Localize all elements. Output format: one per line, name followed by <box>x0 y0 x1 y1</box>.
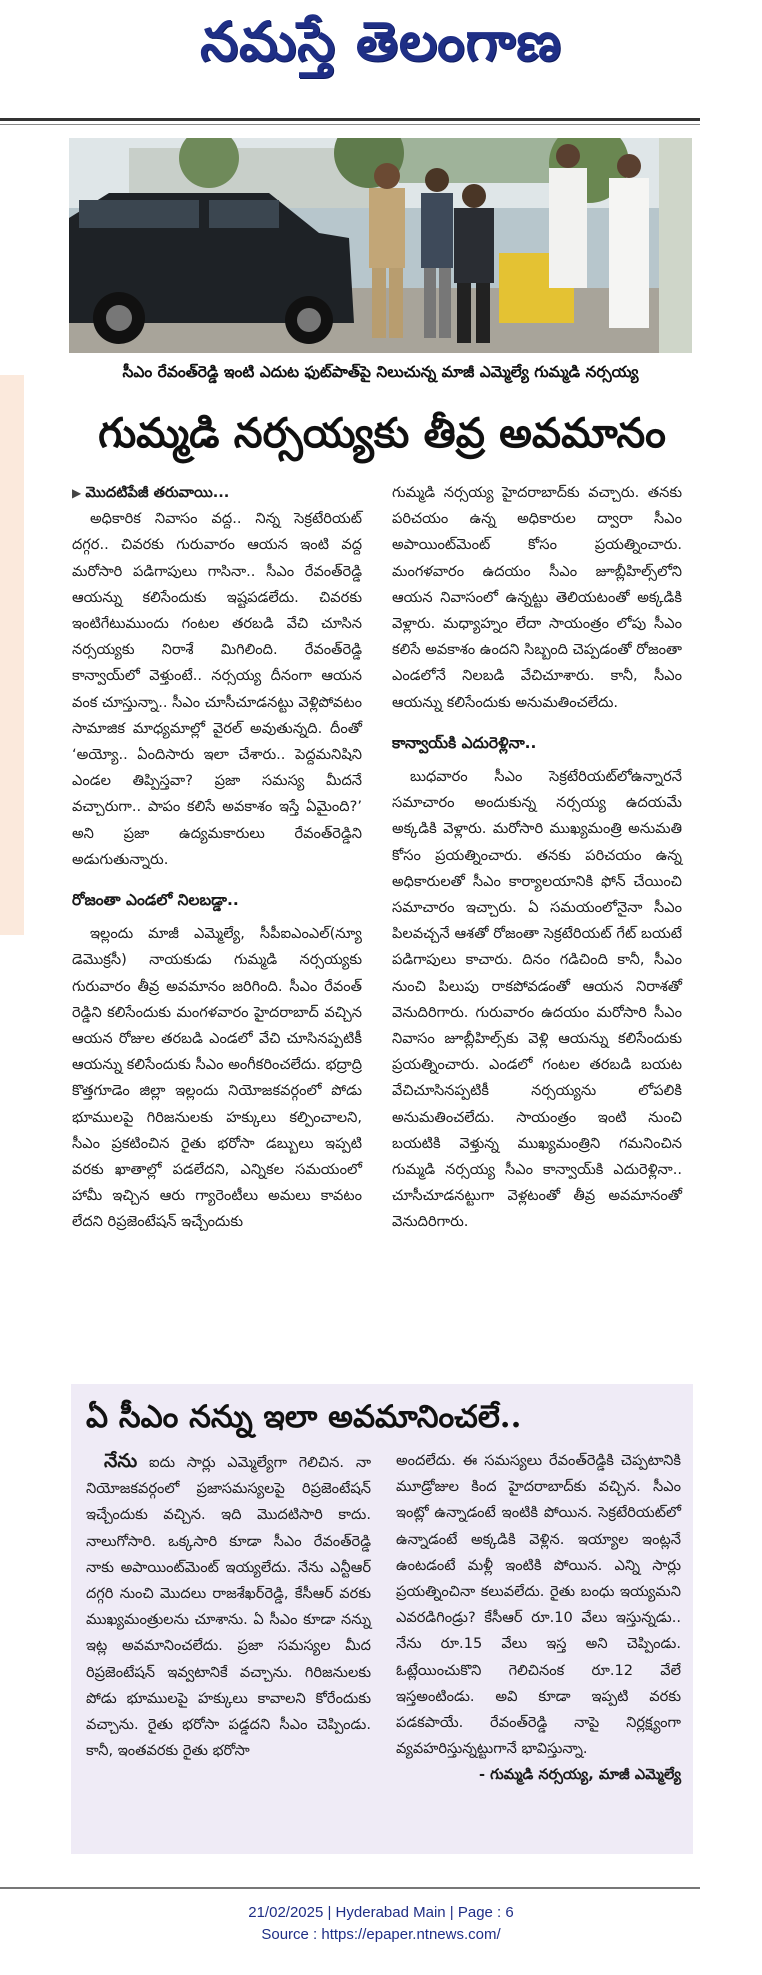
article-paragraph-4: బుధవారం సీఎం సెక్రటేరియట్‌లోఉన్నారనే సమాచారం అందుకున్న నర్సయ్య ఉదయమే అక్కడికి వెళ్లారు. మరోసారి ముఖ్యమంత్రి అనుమతి కోసం ప్రయత్నించారు. తనకు పరిచయం ఉన్న అధికారులతో సీఎం కార్యాలయానికి ఫోన్‌ చేయించి సమాచారం ఇచ్చారు. ఏ సమయంలోనైనా సీఎం పిలవచ్చనే ఆశతో రోజంతా సెక్రటేరియట్‌ గేట్‌ బయటే పడిగాపులు కాచారు. దినం గడిచింది కానీ, సీఎం నుంచి పిలుపు రాకపోవడంతో ఆయన నిరాశతో వెనుదిరిగారు. గురువారం ఉదయం మరోసారి సీఎం నివాసం జూబ్లీహిల్స్‌కు వెళ్లి ఆయన్ను కలిసేందుకు ప్రయత్నించారు. ఎండలో గంటల తరబడి బయట వేచిచూసినప్పటికీ నర్సయ్యను లోపలికి అనుమతించలేదు. సాయంత్రం ఇంటి నుంచి బయటికి వెళ్తున్న ముఖ్యమంత్రిని గమనించిన గుమ్మడి నర్సయ్య సీఎం కాన్వాయ్‌కి ఎదురెళ్లినా.. చూసీచూడనట్టుగా వెళ్లటంతో తీవ్ర అవమానంతో వెనుదిరిగారు. <box>392 768 682 1231</box>
footer-source: Source : https://epaper.ntnews.com/ <box>261 1926 501 1943</box>
article-paragraph-2: ఇల్లందు మాజీ ఎమ్మెల్యే, సీపీఐఎంఎల్‌(న్యూ డెమొక్రసీ) నాయకుడు గుమ్మడి నర్సయ్యకు గురువారం తీవ్ర అవమానం జరిగింది. సీఎం రేవంత్‌ రెడ్డిని కలిసేందుకు మంగళవారం హైదరాబాద్‌ వచ్చిన ఆయన రోజుల తరబడి ఎండలో వేచి చూసినప్పటికీ ఆయన్ను కలిసేందుకు సీఎం అంగీకరించలేదు. భద్రాద్రి కొత్తగూడెం జిల్లా ఇల్లందు నియోజకవర్గంలో పోడు భూములపై గిరిజనులకు హక్కులు కల్పించాలని, సీఎం ప్రకటించిన రైతు భరోసా డబ్బులు ఇప్పటి వరకు ఖాతాల్లో పడలేదని, ఎన్నికల సమయంలో హామీ ఇచ్చిన ఆరు గ్యారెంటీలు అమలు కావటం లేదని రిప్రజెంటేషన్‌ ఇచ్చేందుకు <box>72 925 362 1231</box>
quote-signature: - గుమ్మడి నర్సయ్య, మాజీ ఎమ్మెల్యే <box>478 1766 681 1784</box>
photo-caption: సీఎం రేవంత్‌రెడ్డి ఇంటి ఎదుట ఫుట్‌పాత్‌పై నిలుచున్న మాజీ ఎమ్మెల్యే గుమ్మడి నర్సయ్య <box>122 363 639 381</box>
quote-lead-word: నేను <box>104 1450 138 1472</box>
news-photo-illustration <box>69 138 692 353</box>
adjacent-article-tint <box>0 375 24 935</box>
article-paragraph-3: గుమ్మడి నర్సయ్య హైదరాబాద్‌కు వచ్చారు. తనకు పరిచయం ఉన్న అధికారుల ద్వారా సీఎం అపాయింట్‌మెంట్‌ కోసం ప్రయత్నించారు. మంగళవారం ఉదయం సీఎం జూబ్లీహిల్స్‌లోని ఆయన నివాసంలో ఉన్నట్టు తెలియటంతో అక్కడికి వెళ్లారు. మధ్యాహ్నం లేదా సాయంత్రం లోపు సీఎం కలిసే అవకాశం ఉందని సిబ్బంది చెప్పడంతో రోజంతా ఎండలోనే నిలబడి వేచిచూశారు. కానీ, సీఎం ఆయన్ను కలిసేందుకు అనుమతించలేదు. <box>392 484 682 711</box>
quote-column-right <box>396 1448 681 1789</box>
continued-from-label: ▶ మొదటిపేజీ తరువాయి... <box>72 480 362 506</box>
subheading-1: రోజంతా ఎండలో నిలబడ్డా.. <box>72 891 239 910</box>
footer-date-edition: 21/02/2025 | Hyderabad Main | Page : 6 <box>248 1904 514 1921</box>
quote-paragraph-2: అందలేదు. ఈ సమస్యలు రేవంత్‌రెడ్డికి చెప్పటానికి మూడ్రోజుల కింద హైదరాబాద్‌కు వచ్చిన. సీఎం ఇంట్లో ఉన్నాడంటే ఇంటికి పోయిన. సెక్రటేరియట్‌లో ఉన్నాడంటే అక్కడికి వెళ్లిన. ఇయ్యాల ఇంట్లనే ఉంటడంటే మళ్లీ ఇంటికి పోయిన. ఎన్ని సార్లు ప్రయత్నించినా కలువలేదు. రైతు బంధు ఇయ్యమని ఎవరడిగిండ్రు? కేసీఆర్‌ రూ.10 వేలు ఇస్తున్నడు.. నేను రూ.15 వేలు ఇస్త అని చెప్పిండు. ఓట్లేయించుకొని గెలిచినంక రూ.12 వేలే ఇస్తఅంటిండు. అవి కూడా ఇప్పటి వరకు పడకపాయే. రేవంత్‌రెడ్డి నాపై నిర్లక్ష్యంగా వ్యవహరిస్తున్నట్టుగానే భావిస్తున్నా. <box>396 1452 681 1758</box>
article-paragraph-1: అధికారిక నివాసం వద్ద.. నిన్న సెక్రటేరియట్‌ దగ్గర.. చివరకు గురువారం ఆయన ఇంటి వద్ద మరోసారి పడిగాపులు గాసినా.. సీఎం రేవంత్‌రెడ్డి ఆయన్ను కలిసేందుకు ఇష్టపడలేదు. చివరకు ఇంటిగేటుముందు గంటల తరబడి వేచి చూసిన నర్సయ్యకు నిరాశే మిగిలింది. రేవంత్‌రెడ్డి కాన్వాయ్‌లో వెళ్తుంటే.. నర్సయ్య దీనంగా ఆయన వంక చూస్తున్నా.. సీఎం చూసీచూడనట్టు వెళ్లిపోవటం సామాజిక మాధ్యమాల్లో వైరల్‌ అవుతున్నది. దీంతో ‘అయ్యో.. ఏందిసారు ఇలా చేశారు.. పెద్దమనిషిని ఎండల తిప్పిస్తవా? ప్రజా సమస్య మీదనే వచ్చారుగా.. పాపం కలిసే అవకాశం ఇస్తే ఏమైంది?’ అని ప్రజా ఉద్యమకారులు రేవంత్‌రెడ్డిని అడుగుతున్నారు. <box>72 510 362 868</box>
news-photo <box>69 138 692 353</box>
page-footer <box>0 1902 762 1946</box>
quote-box-title: ఏ సీఎం నన్ను ఇలా అవమానించలే.. <box>86 1399 522 1435</box>
top-rule-thin <box>0 124 700 125</box>
article-column-left <box>72 480 362 1236</box>
masthead-title: నమస్తే తెలంగాణ <box>200 9 562 73</box>
bottom-rule <box>0 1887 700 1889</box>
subheading-2: కాన్వాయ్‌కి ఎదురెళ్లినా.. <box>392 733 537 752</box>
article-headline: గుమ్మడి నర్సయ్యకు తీవ్ర అవమానం <box>98 409 666 457</box>
quote-column-left <box>86 1448 371 1764</box>
top-rule <box>0 118 700 121</box>
quote-paragraph-1: ఐదు సార్లు ఎమ్మెల్యేగా గెలిచిన. నా నియోజకవర్గంలో ప్రజాసమస్యలపై రిప్రజెంటేషన్‌ ఇచ్చేందుకు వచ్చిన. ఇది మొదటిసారి కాదు. నాలుగోసారి. ఒక్కసారి కూడా సీఎం రేవంత్‌రెడ్డి నాకు అపాయింట్‌మెంట్‌ ఇయ్యలేదు. నేను ఎన్టీఆర్‌ దగ్గరి నుంచి మొదలు రాజశేఖర్‌రెడ్డి, కేసీఆర్‌ వరకు ముఖ్యమంత్రులను చూశాను. ఏ సీఎం కూడా నన్ను ఇట్ల అవమానించలేదు. ప్రజా సమస్యల మీద రిప్రజెంటేషన్‌ ఇవ్వటానికే వచ్చాను. గిరిజనులకు పోడు భూములపై హక్కులు కావాలని కోరేందుకు వచ్చాను. రైతు భరోసా పడ్డదని సీఎం చెప్పిండు. కానీ, ఇంతవరకు రైతు భరోసా <box>86 1454 372 1760</box>
article-column-right <box>392 480 682 1236</box>
